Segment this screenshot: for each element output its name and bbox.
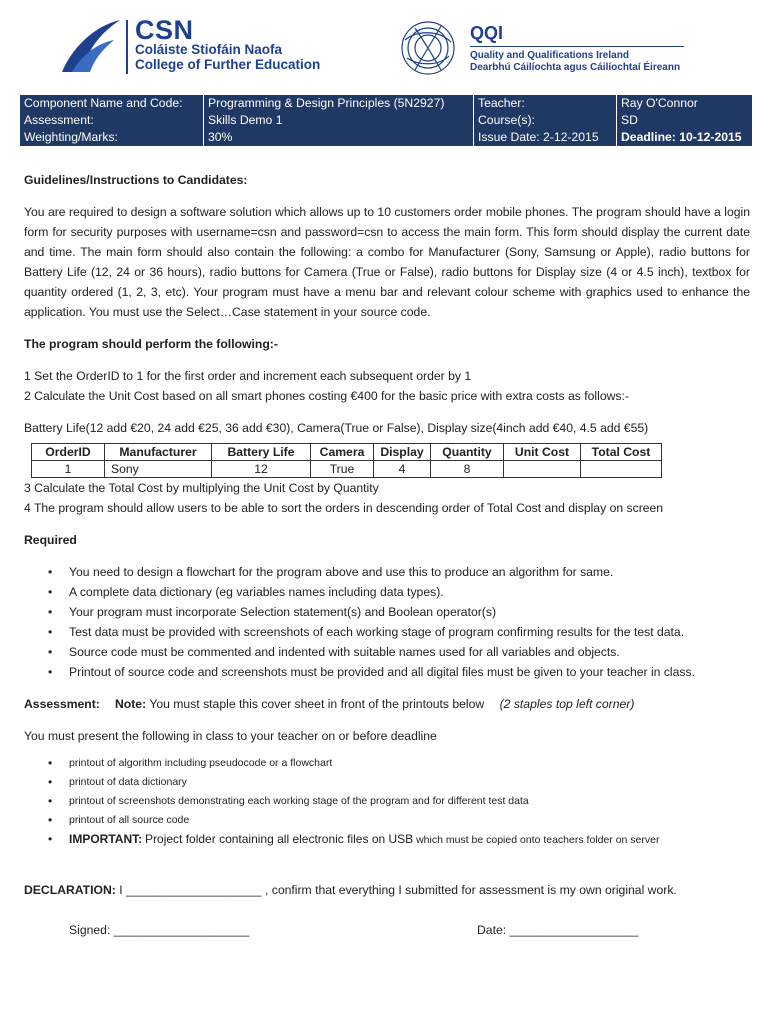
table-header: Battery Life <box>212 444 311 461</box>
csn-name-english: College of Further Education <box>135 57 321 72</box>
table-header-row <box>32 444 662 461</box>
list-item: • Your program must incorporate Selection statement(s) and Boolean operator(s) <box>24 602 750 622</box>
list-item: • printout of screenshots demonstrating each working stage of the program and for different test data <box>24 792 750 811</box>
qqi-name-irish: Dearbhú Cáilíochta agus Cáilíochtaí Éireann <box>470 62 681 73</box>
guidelines-paragraph: You are required to design a software solution which allows up to 10 customers order mobile phones. The program should have a login form for security purposes with username=csn and password=csn to access the main form. This form should display the current date and time. The main form should also contain the following: a combo for Manufacturer (Sony, Samsung or Apple), radio buttons for Battery Life (12, 24 or 36 hours), radio buttons for Camera (True or False), radio buttons for Display size (4 or 4.5 inch), textbox for quantity ordered (1, 2, 3, etc). Your program must have a menu bar and relevant colour scheme with graphics used to enhance the application. You must use the Select…Case statement in your source code. <box>24 205 750 319</box>
document-body <box>24 170 750 940</box>
table-header: Display <box>374 444 431 461</box>
info-cell: Ray O'Connor <box>621 96 698 110</box>
declaration-label: DECLARATION: <box>24 883 116 897</box>
info-cell: Weighting/Marks: <box>20 129 204 146</box>
csn-logo-icon <box>58 18 124 76</box>
svg-text:CSN: CSN <box>102 65 115 71</box>
list-item <box>24 830 750 850</box>
table-cell: 12 <box>212 461 311 478</box>
list-item: • printout of data dictionary <box>24 773 750 792</box>
list-item: • Test data must be provided with screenshots of each working stage of program confirming results for the test data. <box>24 622 750 642</box>
info-row <box>20 112 752 129</box>
table-cell: Sony <box>105 461 212 478</box>
extra-costs: Battery Life(12 add €20, 24 add €25, 36 add €30), Camera(True or False), Display size(4inch add €40, 4.5 add €55) <box>24 421 649 435</box>
assessment-label: Assessment: <box>24 697 100 711</box>
table-cell: 1 <box>32 461 105 478</box>
info-cell: Teacher: <box>474 95 617 112</box>
info-row <box>20 95 752 112</box>
table-cell: 8 <box>431 461 504 478</box>
program-step-3: 3 Calculate the Total Cost by multiplying the Unit Cost by Quantity <box>24 481 379 495</box>
present-instructions: You must present the following in class to your teacher on or before deadline <box>24 729 437 743</box>
table-header: Camera <box>311 444 374 461</box>
qqi-name-english: Quality and Qualifications Ireland <box>470 50 629 61</box>
list-item: • Printout of source code and screenshots must be provided and all digital files must be given to your teacher in class. <box>24 662 750 682</box>
program-step-1: 1 Set the OrderID to 1 for the first order and increment each subsequent order by 1 <box>24 369 472 383</box>
list-item: • You need to design a flowchart for the program above and use this to produce an algorithm for same. <box>24 562 750 582</box>
note-label: Note: <box>115 697 147 711</box>
note-text: You must staple this cover sheet in front of the printouts below <box>146 697 485 711</box>
course-info-table <box>20 95 752 146</box>
program-heading: The program should perform the following:- <box>24 337 278 351</box>
table-header: Total Cost <box>581 444 662 461</box>
signed-field[interactable]: Signed: ____________________ <box>69 923 250 937</box>
info-cell: Assessment: <box>20 112 204 129</box>
table-header: Manufacturer <box>105 444 212 461</box>
printout-list <box>24 754 750 850</box>
important-label: IMPORTANT: <box>69 832 143 846</box>
qqi-logo-icon <box>395 20 461 76</box>
important-text: Project folder containing all electronic files on USB <box>145 832 414 846</box>
table-cell: 4 <box>374 461 431 478</box>
qqi-logo-text <box>470 22 684 74</box>
guidelines-heading: Guidelines/Instructions to Candidates: <box>24 173 248 187</box>
info-cell: Programming & Design Principles (5N2927) <box>204 95 474 112</box>
assessment-note <box>24 694 750 714</box>
declaration-text: I ____________________ , confirm that everything I submitted for assessment is my own original work. <box>119 883 677 897</box>
table-cell <box>581 461 662 478</box>
info-cell: SD <box>621 113 638 127</box>
list-item: • printout of all source code <box>24 811 750 830</box>
table-cell <box>504 461 581 478</box>
note-italic: (2 staples top left corner) <box>499 697 635 711</box>
date-field[interactable]: Date: ___________________ <box>477 923 639 937</box>
logo-divider <box>126 20 128 74</box>
required-list <box>24 562 750 682</box>
table-header: OrderID <box>32 444 105 461</box>
program-step-2: 2 Calculate the Unit Cost based on all smart phones costing €400 for the basic price with extra costs as follows:- <box>24 389 629 403</box>
list-item: • printout of algorithm including pseudocode or a flowchart <box>24 754 750 773</box>
qqi-rule <box>470 46 684 47</box>
table-header: Unit Cost <box>504 444 581 461</box>
info-cell: Issue Date: 2-12-2015 <box>474 129 617 146</box>
qqi-title: QQI <box>470 23 504 43</box>
important-small: which must be copied onto teachers folder on server <box>416 834 660 846</box>
document-header <box>0 0 770 92</box>
info-cell: Skills Demo 1 <box>204 112 474 129</box>
info-cell: Course(s): <box>474 112 617 129</box>
table-cell: True <box>311 461 374 478</box>
csn-logo-text <box>135 15 321 72</box>
program-step-4: 4 The program should allow users to be able to sort the orders in descending order of Total Cost and display on screen <box>24 501 664 515</box>
deadline-cell: Deadline: 10-12-2015 <box>621 130 742 144</box>
list-item: • Source code must be commented and indented with suitable names used for all variables and objects. <box>24 642 750 662</box>
declaration <box>24 880 750 900</box>
sample-order-table <box>31 443 662 478</box>
table-header: Quantity <box>431 444 504 461</box>
list-item: • A complete data dictionary (eg variables names including data types). <box>24 582 750 602</box>
required-heading: Required <box>24 533 77 547</box>
info-cell: 30% <box>204 129 474 146</box>
csn-title: CSN <box>135 15 194 45</box>
info-cell: Component Name and Code: <box>20 95 204 112</box>
csn-name-irish: Coláiste Stiofáin Naofa <box>135 42 283 57</box>
signature-line <box>24 920 750 940</box>
table-row <box>32 461 662 478</box>
info-row <box>20 129 752 146</box>
